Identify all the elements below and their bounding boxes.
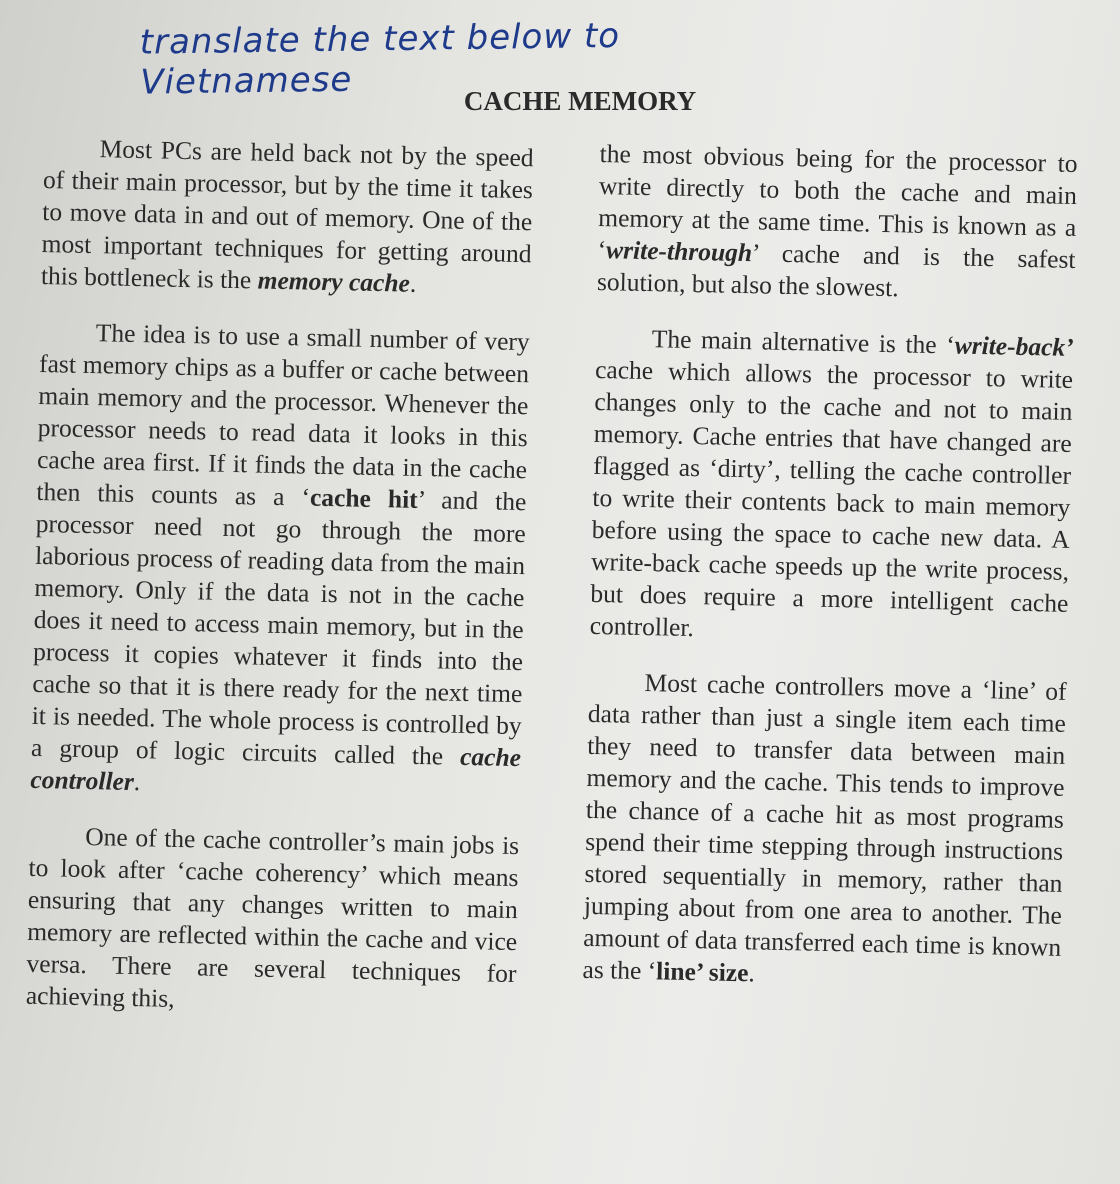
text-run: . <box>748 958 756 988</box>
bold-term: cache hit <box>309 482 419 514</box>
text-run: Most PCs are held back not by the speed of their main processor, but by the time it takes to move data in and out of memory. One of the most important techniques for getting around this bottleneck is the <box>40 134 534 295</box>
paragraph <box>41 132 534 302</box>
text-run: ’ and the processor need not go through the more laborious process of reading data from the main memory. Only if the data is not in the cache does it need to access main memory, but in the process it copies whatever it finds into the cache so that it is there ready for the next time it is needed. The whole process is controlled by a group of logic circuits called the <box>30 484 527 771</box>
paragraph <box>597 138 1078 308</box>
paragraph <box>582 666 1067 996</box>
text-run: The idea is to use a small number of very fast memory chips as a buffer or cache between main memory and the processor. Whenever the processor needs to read data it looks in this cache area first. If it finds the data in the cache then this counts as a ‘ <box>36 318 531 512</box>
emphasized-term: write-back’ <box>954 330 1075 362</box>
bold-term: line’ size <box>655 956 749 988</box>
text-run: One of the cache controller’s main jobs is to look after ‘cache coherency’ which means ensuring that any changes written to main memory are reflected within the cache and vice versa. There are several techniques for achieving this, <box>25 822 520 1013</box>
text-run: The main alternative is the ‘ <box>651 324 956 360</box>
handwritten-note: translate the text below to Vietnamese <box>139 15 621 103</box>
emphasized-term: memory cache <box>257 265 411 298</box>
text-run: . <box>409 268 417 298</box>
emphasized-term: write-through <box>605 235 753 268</box>
text-run: the most obvious being for the processor to write directly to both the cache and main memory at the same time. This is known as a ‘ <box>597 138 1078 265</box>
page-title: CACHE MEMORY <box>463 86 697 116</box>
paragraph <box>26 820 520 1022</box>
paragraph <box>30 316 530 806</box>
left-column <box>25 132 534 1046</box>
text-run: . <box>133 767 141 797</box>
paragraph <box>589 322 1074 652</box>
text-run: ’ cache and is the safest solution, but also the slowest. <box>596 238 1076 303</box>
right-column <box>582 138 1078 1020</box>
emphasized-term: cache controller <box>30 741 522 797</box>
text-run: Most cache controllers move a ‘line’ of data rather than just a single item each time they need to transfer data between main memory and the cache. This tends to improve the chance of a cache hit as most programs spend their time stepping through instructions stored sequentially in memory, rather than jumping about from one area to another. The amount of data transferred each time is known as the ‘ <box>582 668 1067 986</box>
text-run: cache which allows the processor to write changes only to the cache and not to main memory. Cache entries that have changed are flagged as ‘dirty’, telling the cache controller to write their contents back to main memory before using the space to cache new data. A write-back cache speeds up the write process, but does require a more intelligent cache controller. <box>589 354 1074 643</box>
